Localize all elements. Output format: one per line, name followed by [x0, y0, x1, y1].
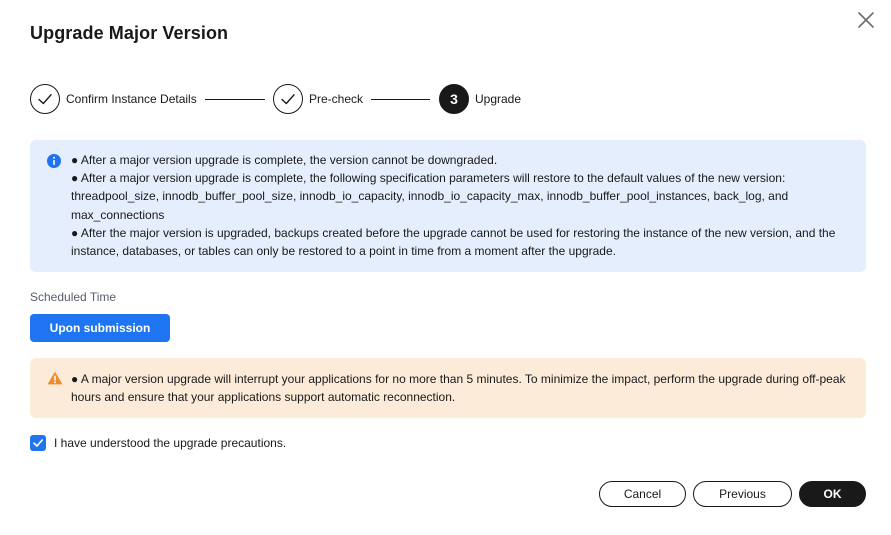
- acknowledge-label[interactable]: I have understood the upgrade precautions.: [54, 436, 287, 450]
- warning-text: ● A major version upgrade will interrupt your applications for no more than 5 minutes. To minimize the impact, perform the upgrade during off-peak hours and ensure that your applications support automatic reconnection.: [71, 372, 846, 405]
- step-connector-2: [371, 99, 430, 100]
- ok-button[interactable]: OK: [799, 481, 866, 507]
- previous-button[interactable]: Previous: [693, 481, 792, 507]
- warning-alert: [30, 358, 866, 418]
- info-icon: [47, 154, 61, 168]
- upon-submission-option[interactable]: Upon submission: [30, 314, 170, 342]
- acknowledge-checkbox[interactable]: [30, 435, 46, 451]
- step-3-label: Upgrade: [475, 92, 522, 106]
- checkmark-icon: [32, 437, 44, 449]
- step-3-number: 3: [439, 84, 469, 114]
- info-text: [71, 151, 851, 260]
- step-1-label: Confirm Instance Details: [66, 92, 197, 106]
- close-icon[interactable]: [856, 10, 876, 30]
- scheduled-time-label: Scheduled Time: [30, 290, 117, 304]
- info-alert: [30, 140, 866, 272]
- step-2-label: Pre-check: [309, 92, 364, 106]
- step-connector-1: [205, 99, 265, 100]
- stepper: [30, 84, 630, 116]
- dialog-title: Upgrade Major Version: [30, 23, 229, 43]
- warning-icon: [47, 371, 63, 385]
- step-1-check-icon: [30, 84, 60, 114]
- cancel-button[interactable]: Cancel: [599, 481, 686, 507]
- step-2-check-icon: [273, 84, 303, 114]
- info-bullet-3: ● After the major version is upgraded, backups created before the upgrade cannot be used for restoring the instance of the new version, and the instance, databases, or tables can only be restored to a point in time from a moment after the upgrade.: [71, 225, 836, 259]
- info-bullet-2: ● After a major version upgrade is complete, the following specification parameters will restore to the default values of the new version: threadpool_size, innodb_buffer_pool_size, innodb_io_capacity, innodb_io_capacity_max, innodb_buffer_pool_instances, back_log, and max_connections: [71, 171, 789, 222]
- info-bullet-1: ● After a major version upgrade is complete, the version cannot be downgraded.: [71, 153, 498, 167]
